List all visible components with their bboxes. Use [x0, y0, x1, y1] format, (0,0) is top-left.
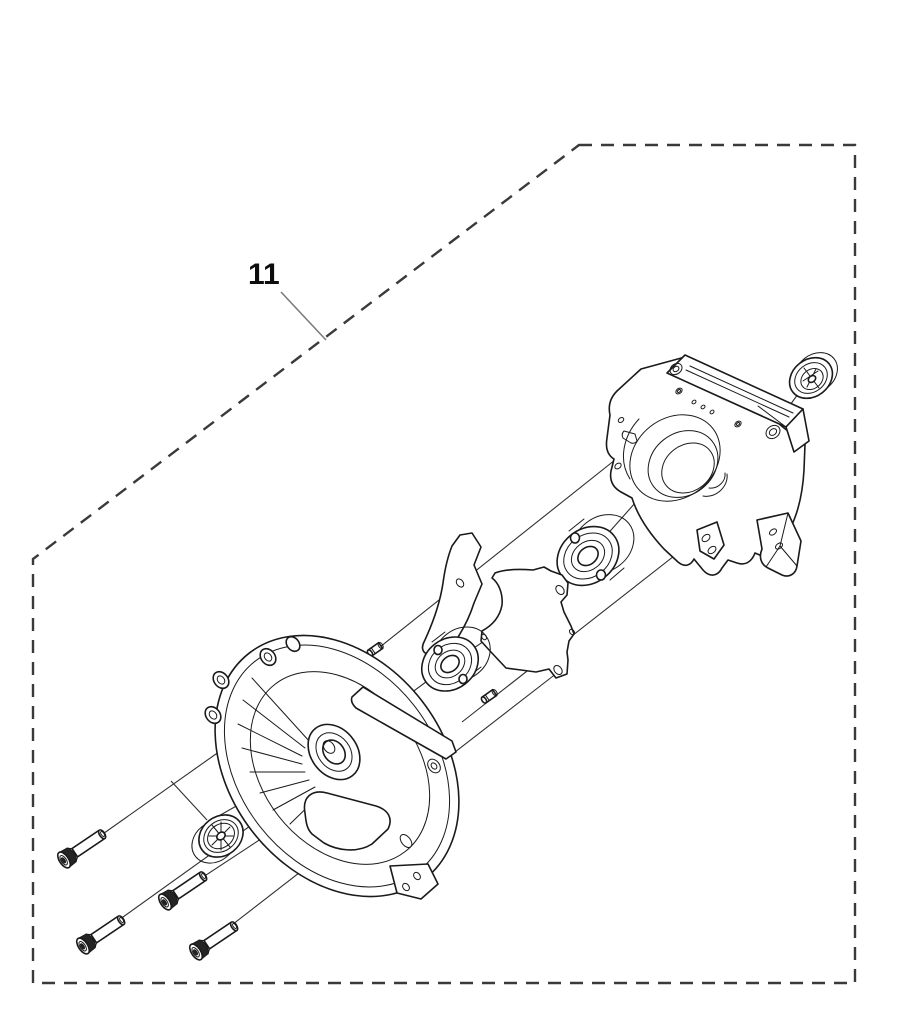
oil-seal-right: [781, 344, 845, 406]
dowel-pin-2: [480, 689, 498, 704]
crankcase-half-right: [606, 355, 809, 576]
callout-leader-line: [281, 292, 326, 340]
socket-head-screw-2: [74, 911, 128, 956]
crankcase-gasket: [480, 567, 575, 678]
socket-head-screw-4: [187, 917, 241, 962]
socket-head-screw-1: [55, 825, 109, 870]
callout-label: 11: [248, 258, 280, 291]
